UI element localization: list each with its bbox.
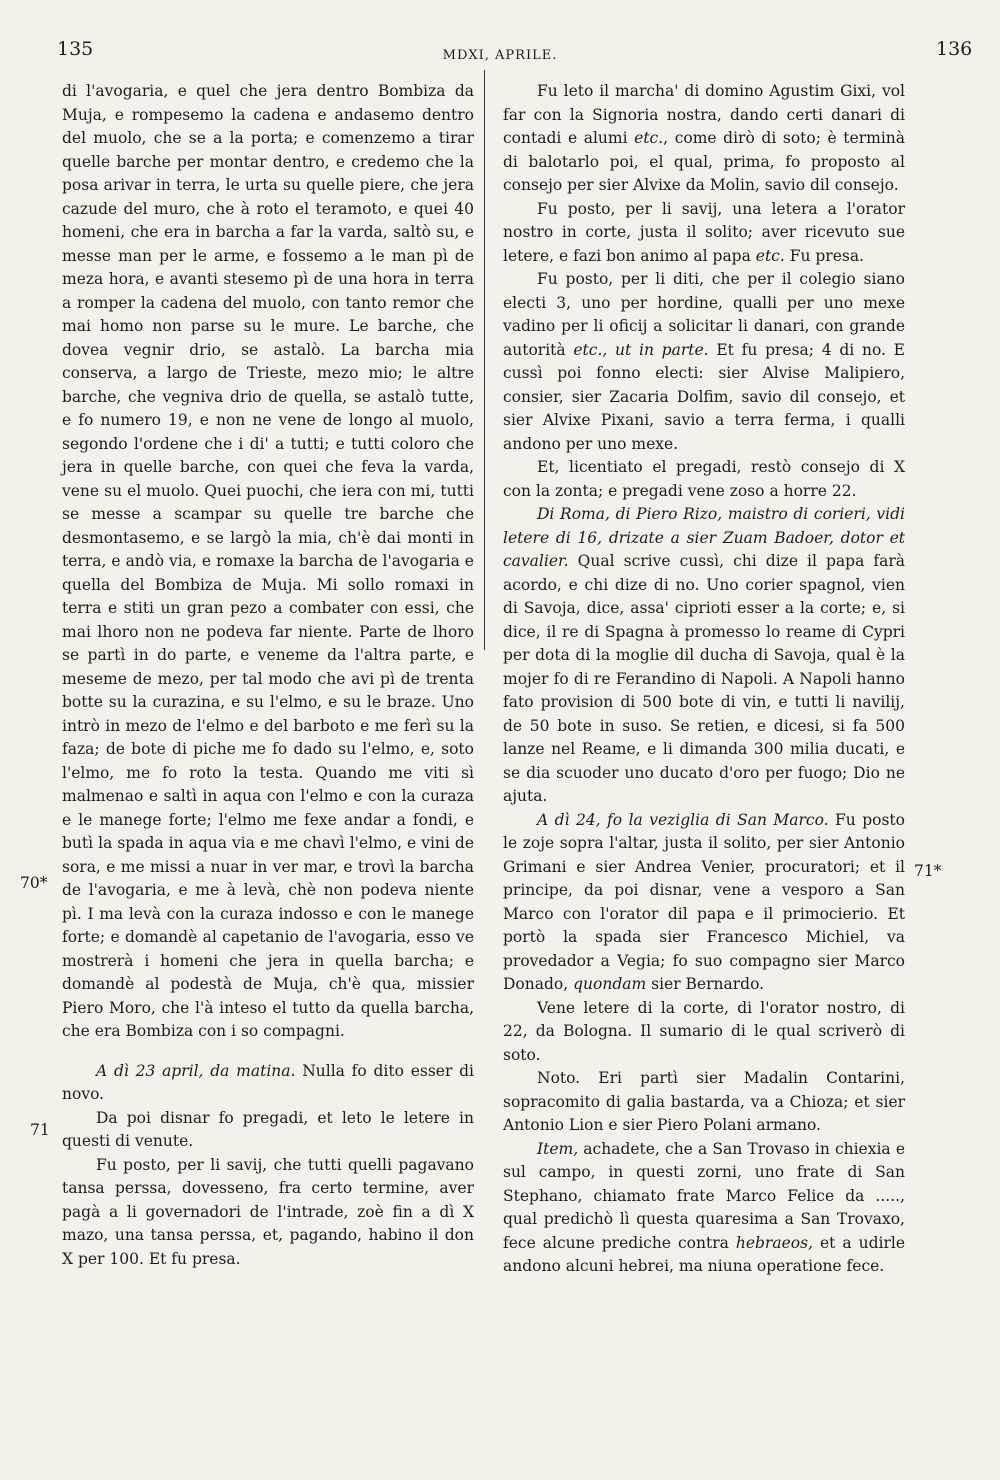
right-p3-text-b: Et fu presa; 4 di no. E cussì poi fonno electi: sier Alvise Malipiero, consier, sier Zacaria Dolfim, savio dil consejo, et sier Alvixe Pixani, savio a terra ferma, i qualli andono per uno mexe. <box>503 340 905 453</box>
left-paragraph-2-text: Nulla fo dito esser di novo. <box>62 1061 474 1103</box>
right-paragraph-8: Noto. Eri partì sier Madalin Contarini, sopracomito di galia bastarda, va a Chioza; et sier Antonio Lion e sier Piero Polani armano. <box>503 1069 905 1134</box>
page-header <box>0 38 1000 68</box>
right-column <box>503 80 905 1279</box>
running-head: MDXI, APRILE. <box>442 48 558 63</box>
right-p5-italic: Di Roma, di Piero Rizo, maistro di corieri, vidi letere di 16, drizate a sier Zuam Badoer, dotor et cavalier. <box>503 505 905 570</box>
left-paragraph-3: Da poi disnar fo pregadi, et leto le letere in questi di venute. <box>62 1108 474 1150</box>
right-p6-italic-2: quondam <box>573 975 647 993</box>
right-p9-italic-2: hebraeos, <box>735 1233 813 1252</box>
right-p6-italic: A dì 24, fo la veziglia di San Marco. <box>537 810 829 829</box>
right-paragraph-3 <box>503 268 905 456</box>
margin-note-left-71: 71 <box>30 1121 50 1139</box>
left-paragraph-2-date: A dì 23 april, da matina. <box>96 1061 296 1080</box>
right-p1-text-a: Fu leto il marcha' di domino Agustim Gixi, vol far con la Signoria nostra, dando certi danari di contadi e alumi <box>503 82 905 147</box>
right-p9-text-a: achadete, che a San Trovaso in chiexia e sul campo, in questi zorni, uno frate di San Stephano, chiamato frate Marco Felice da ....., qual predichò lì questa quaresima a San Trovaxo, fece alcune prediche contra <box>503 1139 905 1252</box>
right-p9-italic: Item, <box>537 1139 579 1158</box>
left-paragraph-1: di l'avogaria, e quel che jera dentro Bombiza da Muja, e rompesemo la cadena e andasemo dentro del muolo, che se a la porta; e comenzemo a tirar quelle barche per montar dentro, e credemo che la posa arivar in terra, le urta su quelle piere, che jera cazude del muro, che à roto el teramoto, e quei 40 homeni, che era in barcha a far la varda, saltò su, e messe man per le arme, e fossemo a le man pì de meza hora, e avanti stesemo pì de una hora in terra a romper la cadena del muolo, con tanto remor che mai homo non parse su le mure. Le barche, che dovea vegnir drio, se astalò. La barcha mia conserva, a largo de Trieste, mezo mio; le altre barche, che vegniva drio de quella, se astalò tutte, e fo numero 19, e non ne vene de longo al muolo, segondo l'ordene che i di' a tutti; e tutti coloro che jera in quelle barche, con quei che feva la varda, vene su el muolo. Quei puochi, che iera con mi, tutti se messe a scampar su quelle tre barche che desmontasemo, e se largò la mia, ch'è dai monti in terra, e andò via, e romaxe la barcha de l'avogaria e quella del Bombiza de Muja. Mi sollo romaxi in terra e stiti un gran pezo a combater con essi, che mai lhoro non ne podeva far niente. Parte de lhoro se partì in do parte, e veneme da l'altra parte, e meseme de mezo, per tal modo che avi pì de trenta botte su la curazina, e su l'elmo, e su le braze. Uno intrò in mezo de l'elmo e del barboto e me ferì su la faza; de bote di piche me fo dado su l'elmo, e, soto l'elmo, me fo roto la testa. Quando me viti sì malmenao e saltì in aqua con l'elmo e con la curaza e le manege forte; l'elmo me fexe andar a fondi, e butì la spada in aqua via e me chavì l'elmo, e vini de sora, e me missi a nuar in ver mar, e trovì la barcha de l'avogaria, e me à levà, chè non podeva niente pì. I ma levà con la curaza indosso e con le manege forte; e domandè al capetanio de l'avogaria, esso ve mostrerà i homeni che jera in quella barcha; e domandè al podestà de Muja, ch'è qua, missier Piero Moro, che l'à inteso el tutto da quella barcha, che era Bombiza con i so compagni. <box>62 82 474 1040</box>
right-paragraph-7: Vene letere di la corte, di l'orator nostro, di 22, da Bologna. Il sumario di le qual scriverò di soto. <box>503 998 905 1064</box>
right-p2-italic: etc. <box>755 246 785 265</box>
right-paragraph-1 <box>503 80 905 198</box>
left-paragraph-4: Fu posto, per li savij, che tutti quelli pagavano tansa perssa, dovesseno, fra certo termine, aver pagà a li governadori de l'intrade, zoè fin a dì X mazo, una tansa perssa, et, pagando, habino il don X per 100. Et fu presa. <box>62 1155 474 1268</box>
right-p2-text-a: Fu posto, per li savij, una letera a l'orator nostro in corte, justa il solito; aver ricevuto sue letere, e fazi bon animo al papa <box>503 199 905 265</box>
right-p3-italic: etc., ut in parte. <box>573 340 709 359</box>
right-paragraph-5 <box>503 503 905 809</box>
page-number-left: 135 <box>57 38 94 60</box>
right-p9-text-b: et a udirle andono alcuni hebrei, ma niuna operatione fece. <box>503 1233 905 1275</box>
margin-note-left-70: 70* <box>20 874 48 892</box>
right-p5-text: Qual scrive cussì, chi dize il papa farà acordo, e chi dize di no. Uno corier spagnol, vien di Savoja, dice, assa' ciprioti esser a la corte; e, si dice, il re di Spagna à promesso lo reame di Cypri per dota di la moglie dil ducha di Savoja, qual è la mojer fo di re Ferandino di Napoli. A Napoli hanno fato provision di 500 bote di vin, e tutti li navilij, de 50 bote in suso. Se retien, e dicesi, si fa 500 lanze nel Reame, e li dimanda 300 milia ducati, e se dia scuoder uno ducato d'oro per fuogo; Dio ne ajuta. <box>503 552 905 805</box>
left-paragraph-2 <box>62 1060 474 1107</box>
page-number-right: 136 <box>936 38 973 60</box>
right-paragraph-6 <box>503 809 905 997</box>
right-paragraph-4: Et, licentiato el pregadi, restò consejo di X con la zonta; e pregadi vene zoso a horre 22. <box>503 458 905 500</box>
margin-note-right-71: 71* <box>914 862 942 880</box>
right-paragraph-2 <box>503 198 905 269</box>
left-column <box>62 80 474 1271</box>
column-divider <box>484 70 485 650</box>
right-paragraph-9 <box>503 1138 905 1279</box>
right-p2-text-b: Fu presa. <box>784 246 865 265</box>
right-p1-italic: etc. <box>634 129 664 147</box>
right-p6-text-a: Fu posto le zoje sopra l'altar, justa il solito, per sier Antonio Grimani e sier Andrea Venier, procuratori; et il principe, da poi disnar, vene a vesporo a San Marco con l'orator dil papa e il primocierio. Et portò la spada sier Francesco Michiel, va provedador a Vegia; fo suo compagno sier Marco Donado, <box>503 810 905 993</box>
right-p3-text-a: Fu posto, per li diti, che per il colegio siano electi 3, uno per hordine, qualli per uno mexe vadino per li oficij a solicitar li danari, con grande autorità <box>503 270 905 359</box>
right-p1-text-b: , come dirò di soto; è terminà di balotarlo poi, el qual, prima, fo proposto al consejo per sier Alvixe da Molin, savio dil consejo. <box>503 129 905 194</box>
right-p6-text-b: sier Bernardo. <box>646 975 765 993</box>
